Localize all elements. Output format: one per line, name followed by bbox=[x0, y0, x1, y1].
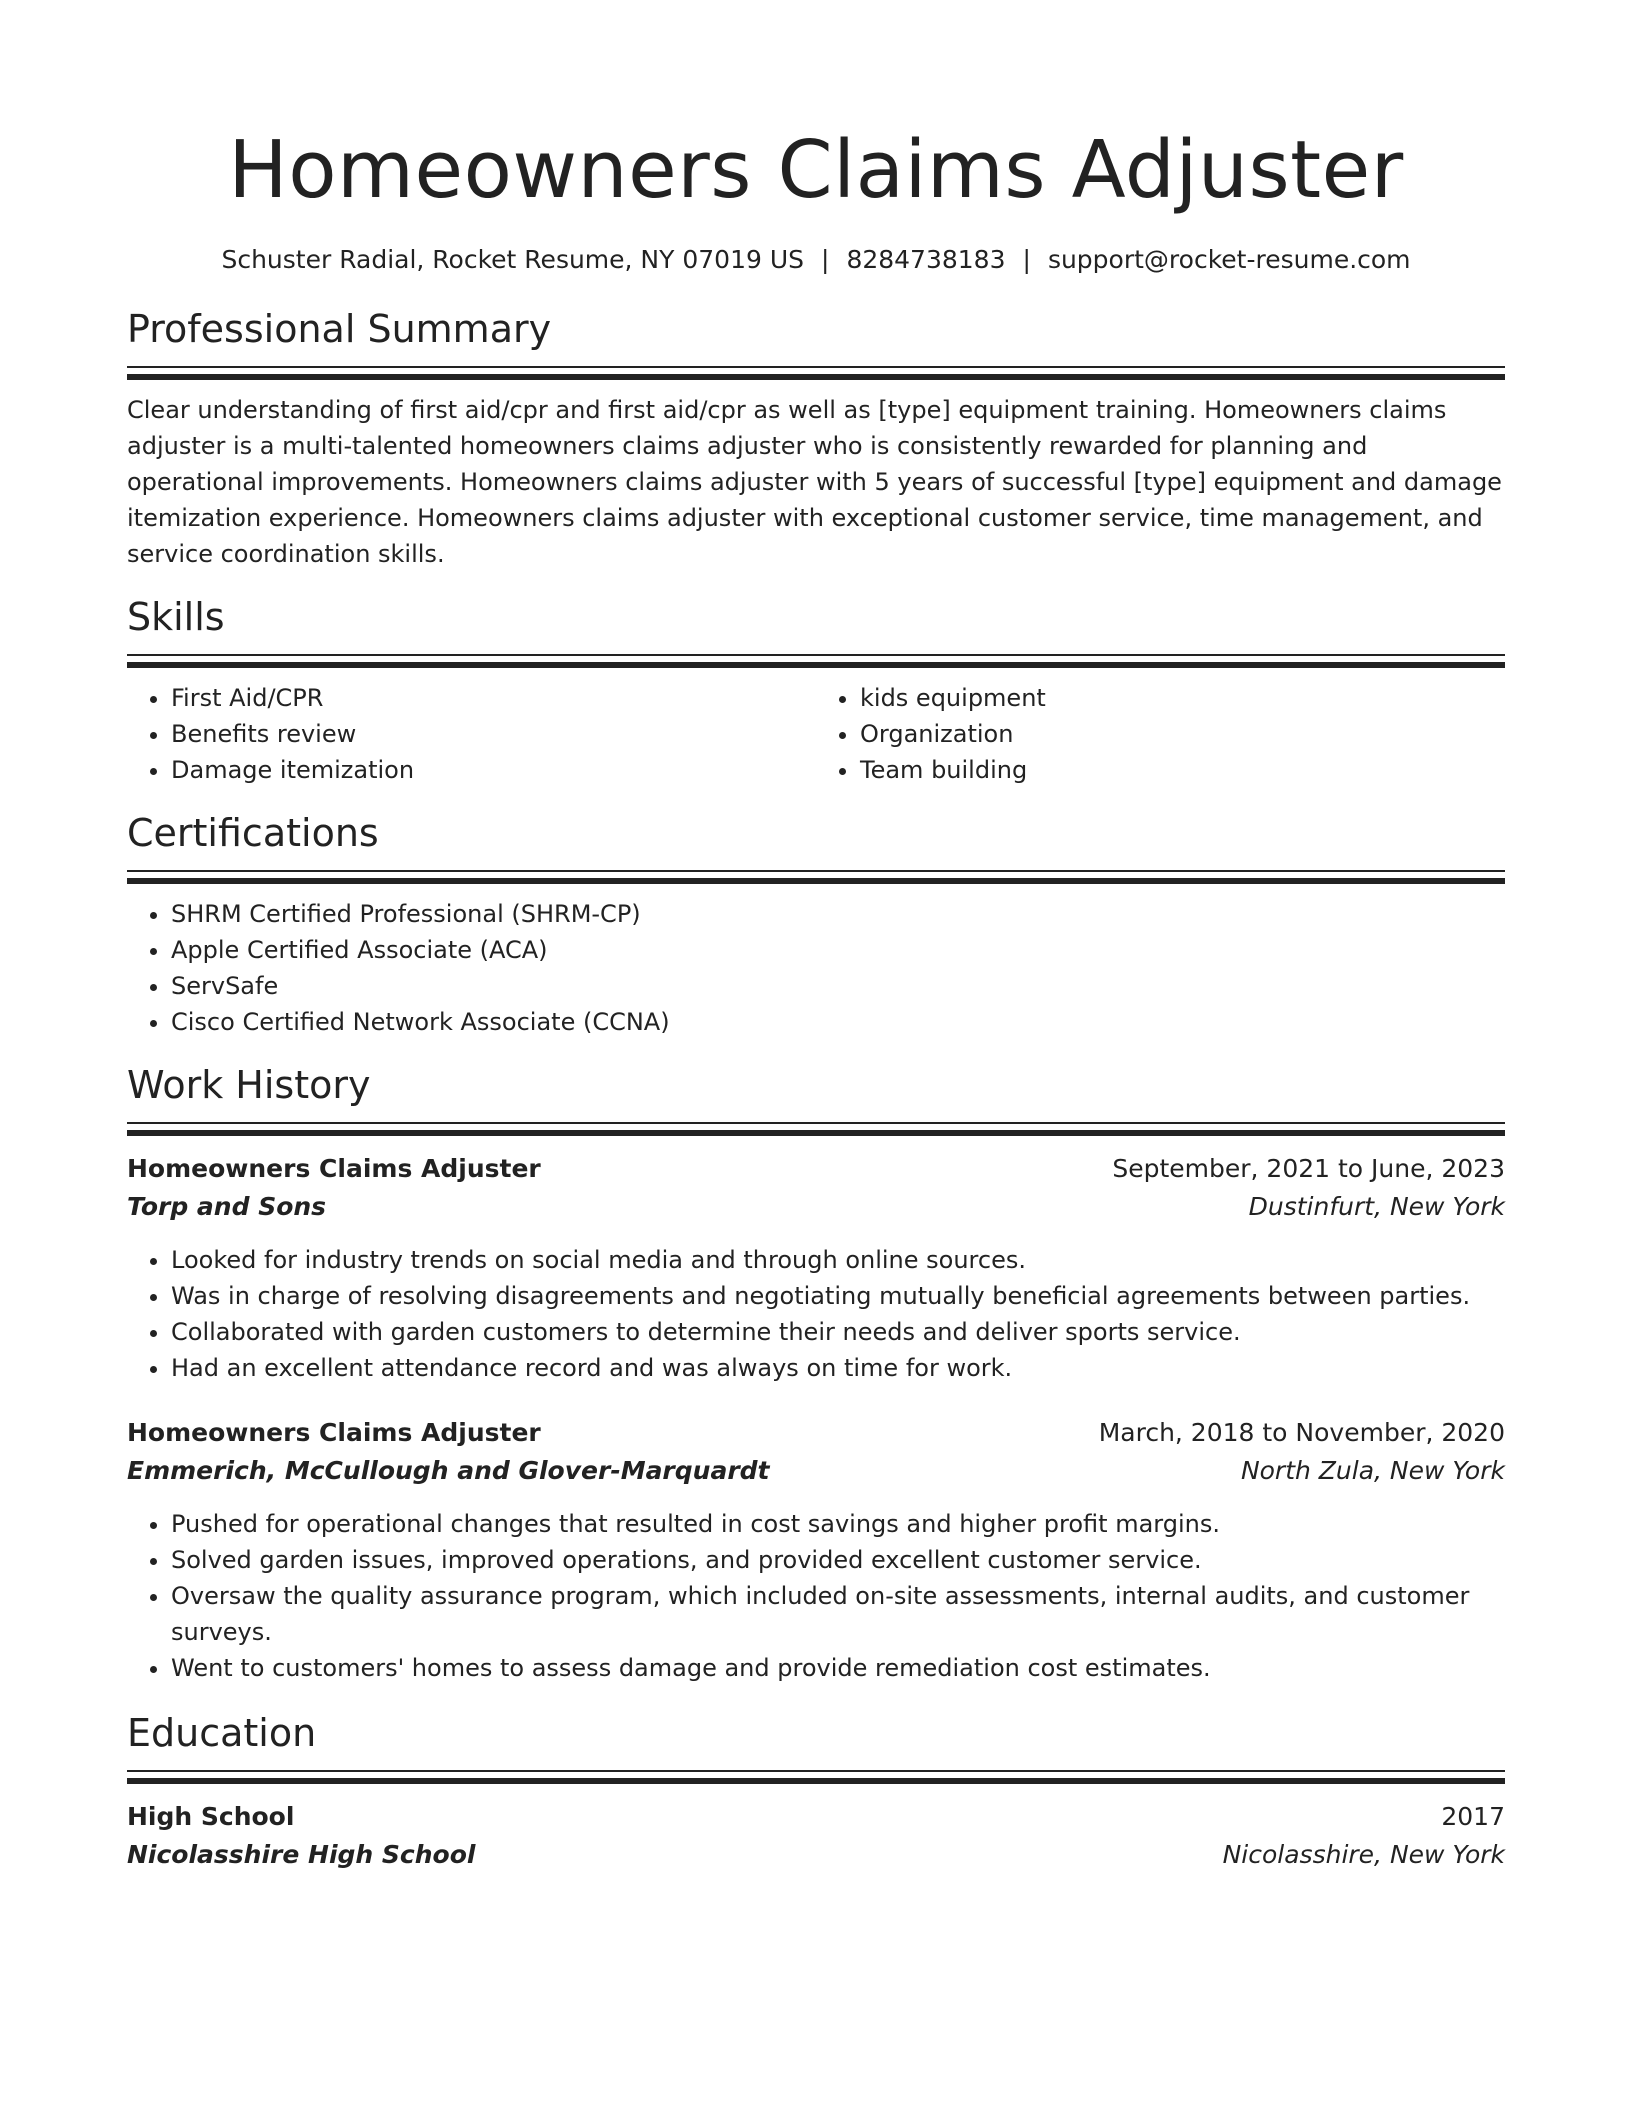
section-title-skills: Skills bbox=[127, 595, 225, 639]
job-company: Torp and Sons bbox=[127, 1192, 327, 1221]
job-bullet: • Solved garden issues, improved operations, and provided excellent customer service. bbox=[171, 1542, 1505, 1578]
contact-email: support@rocket-resume.com bbox=[1047, 245, 1411, 274]
summary-text: Clear understanding of first aid/cpr and first aid/cpr as well as [type] equipment training. Homeowners claims adjuster is a multi-talented homeowners claims adjuster who is consistently rewarded for planning and operational improvements. Homeowners claims adjuster with 5 years of successful [type] equipment and damage itemization experience. Homeowners claims adjuster with exceptional customer service, time management, and service coordination skills. bbox=[127, 396, 1502, 568]
job-title: Homeowners Claims Adjuster bbox=[127, 1154, 541, 1183]
section-divider bbox=[127, 1122, 1505, 1136]
skills-list-right bbox=[816, 680, 1505, 788]
job-bullet: • Was in charge of resolving disagreements and negotiating mutually beneficial agreements between parties. bbox=[171, 1278, 1505, 1314]
contact-line bbox=[127, 240, 1505, 280]
certifications-section bbox=[127, 808, 1505, 1040]
job-location: Dustinfurt, New York bbox=[1248, 1192, 1505, 1221]
skills-section bbox=[127, 592, 1505, 788]
job-location: North Zula, New York bbox=[1240, 1456, 1505, 1485]
education-degree: High School bbox=[127, 1802, 295, 1831]
section-title-work-history: Work History bbox=[127, 1063, 371, 1107]
education-location: Nicolasshire, New York bbox=[1222, 1840, 1505, 1869]
education-section bbox=[127, 1708, 1505, 1874]
job-bullet: • Oversaw the quality assurance program, which included on-site assessments, internal audits, and customer surveys. bbox=[171, 1578, 1505, 1650]
job-bullet: • Had an excellent attendance record and was always on time for work. bbox=[171, 1350, 1505, 1386]
job-bullet: • Pushed for operational changes that resulted in cost savings and higher profit margins. bbox=[171, 1506, 1505, 1542]
job-company: Emmerich, McCullough and Glover-Marquardt bbox=[127, 1456, 770, 1485]
certifications-list bbox=[127, 896, 1505, 1040]
section-divider bbox=[127, 1770, 1505, 1784]
skill-item: • kids equipment bbox=[860, 680, 1505, 716]
certification-item: • Cisco Certified Network Associate (CCNA) bbox=[171, 1004, 1505, 1040]
section-title-certifications: Certifications bbox=[127, 811, 379, 855]
contact-separator: | bbox=[821, 245, 830, 274]
job-bullets bbox=[127, 1242, 1505, 1386]
contact-address: Schuster Radial, Rocket Resume, NY 07019 US bbox=[221, 245, 804, 274]
section-title-education: Education bbox=[127, 1711, 317, 1755]
job-subheader bbox=[127, 1188, 1505, 1226]
contact-phone: 8284738183 bbox=[846, 245, 1006, 274]
job-dates: March, 2018 to November, 2020 bbox=[1098, 1418, 1505, 1447]
job-entry bbox=[127, 1414, 1505, 1686]
skill-item: • Organization bbox=[860, 716, 1505, 752]
education-year: 2017 bbox=[1441, 1802, 1505, 1831]
skills-list-left bbox=[127, 680, 816, 788]
job-subheader bbox=[127, 1452, 1505, 1490]
certification-item: • Apple Certified Associate (ACA) bbox=[171, 932, 1505, 968]
job-bullet: • Went to customers' homes to assess damage and provide remediation cost estimates. bbox=[171, 1650, 1505, 1686]
job-entry bbox=[127, 1150, 1505, 1386]
skill-item: • Benefits review bbox=[171, 716, 816, 752]
skill-item: • Damage itemization bbox=[171, 752, 816, 788]
skill-item: • Team building bbox=[860, 752, 1505, 788]
section-divider bbox=[127, 870, 1505, 884]
contact-separator: | bbox=[1022, 245, 1031, 274]
candidate-name: Homeowners Claims Adjuster bbox=[228, 124, 1404, 216]
job-bullet: • Looked for industry trends on social media and through online sources. bbox=[171, 1242, 1505, 1278]
education-subheader bbox=[127, 1836, 1505, 1874]
section-title-summary: Professional Summary bbox=[127, 307, 552, 351]
section-divider bbox=[127, 654, 1505, 668]
job-header bbox=[127, 1150, 1505, 1188]
certification-item: • SHRM Certified Professional (SHRM-CP) bbox=[171, 896, 1505, 932]
job-dates: September, 2021 to June, 2023 bbox=[1112, 1154, 1505, 1183]
skills-columns bbox=[127, 680, 1505, 788]
job-title: Homeowners Claims Adjuster bbox=[127, 1418, 541, 1447]
summary-section bbox=[127, 304, 1505, 572]
education-entry bbox=[127, 1798, 1505, 1874]
job-header bbox=[127, 1414, 1505, 1452]
job-bullets bbox=[127, 1506, 1505, 1686]
section-divider bbox=[127, 366, 1505, 380]
work-history-section bbox=[127, 1060, 1505, 1686]
education-header bbox=[127, 1798, 1505, 1836]
education-school: Nicolasshire High School bbox=[127, 1840, 476, 1869]
job-bullet: • Collaborated with garden customers to determine their needs and deliver sports service. bbox=[171, 1314, 1505, 1350]
certification-item: • ServSafe bbox=[171, 968, 1505, 1004]
skill-item: • First Aid/CPR bbox=[171, 680, 816, 716]
